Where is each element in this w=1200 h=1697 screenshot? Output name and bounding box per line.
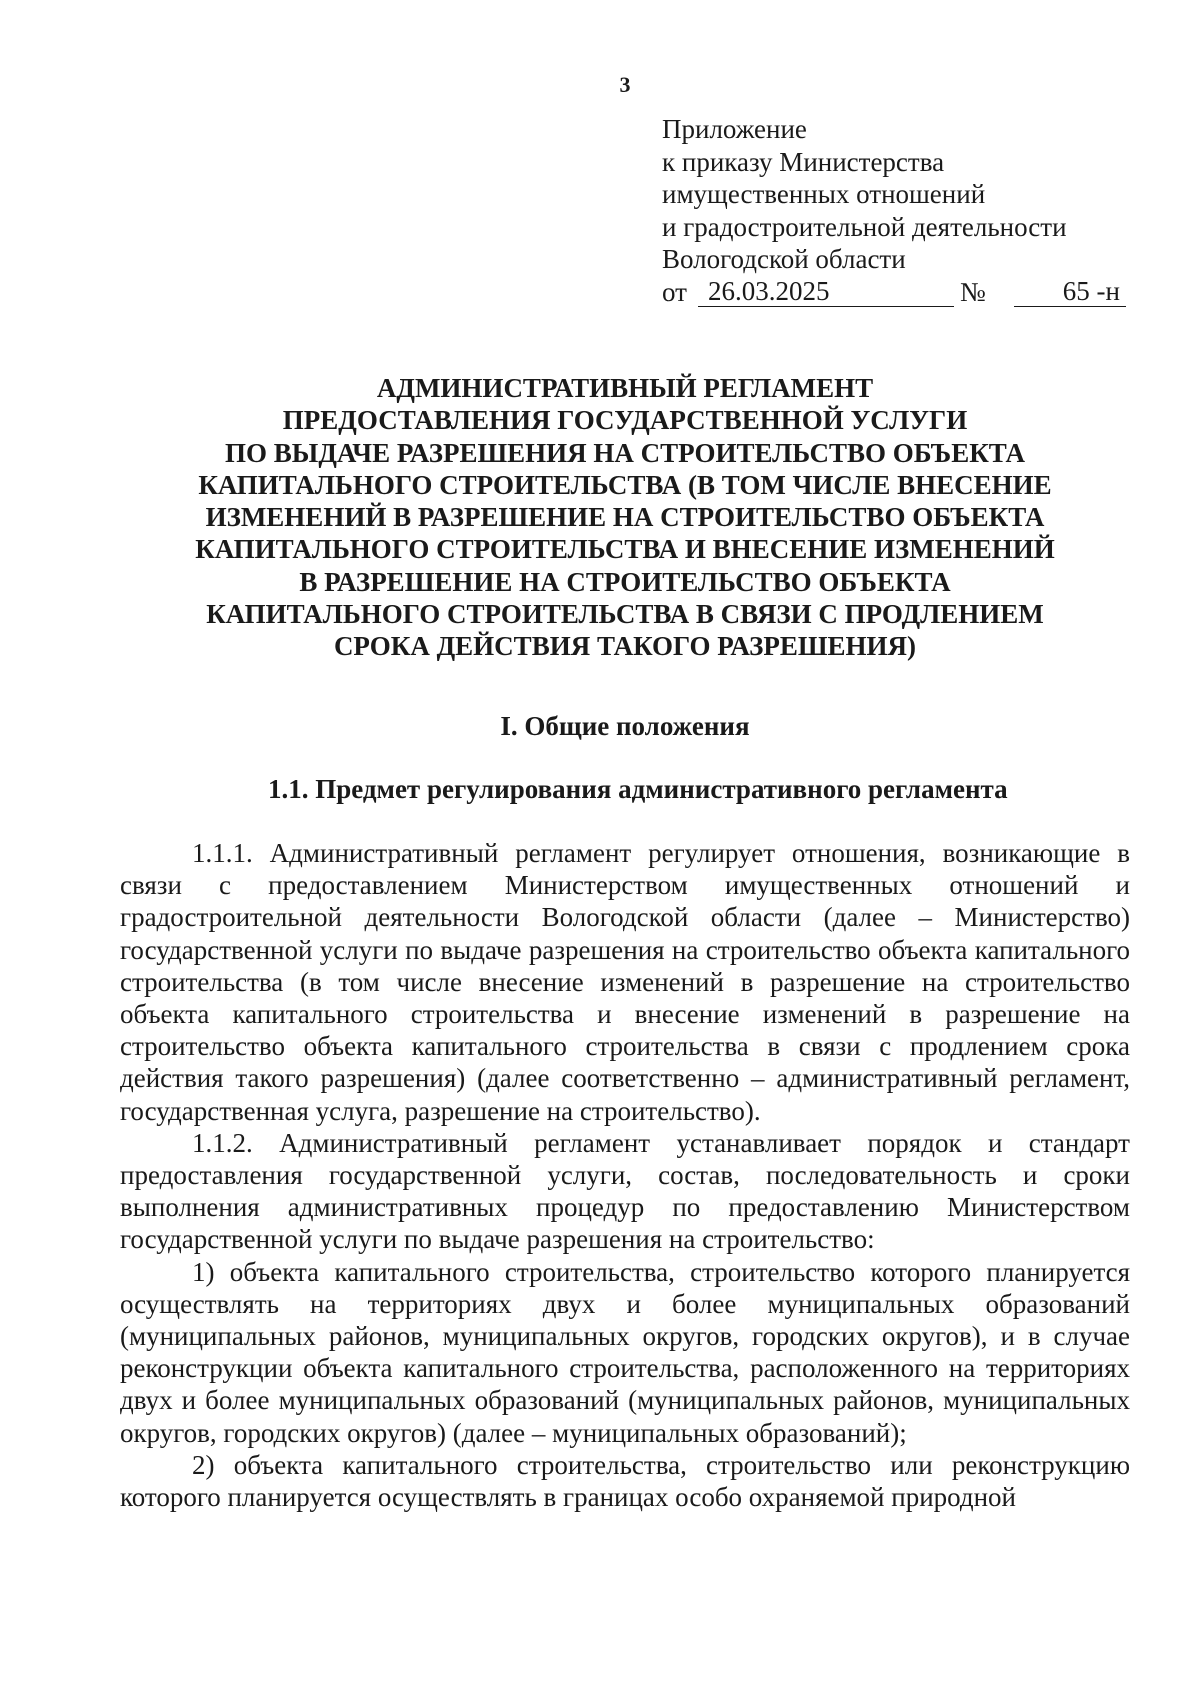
section-heading: I. Общие положения (500, 711, 750, 741)
title-line: КАПИТАЛЬНОГО СТРОИТЕЛЬСТВА В СВЯЗИ С ПРОДЛЕНИЕМ (206, 599, 1044, 630)
appendix-line: Вологодской области (662, 244, 906, 274)
document-title (120, 372, 1130, 663)
title-line: АДМИНИСТРАТИВНЫЙ РЕГЛАМЕНТ (376, 373, 874, 403)
order-number: 65 -н (1014, 276, 1126, 307)
title-line: КАПИТАЛЬНОГО СТРОИТЕЛЬСТВА (В ТОМ ЧИСЛЕ ВНЕСЕНИЕ (198, 469, 1052, 500)
page-number: 3 (619, 72, 631, 97)
appendix-line: Приложение (662, 114, 807, 144)
subsection-heading: 1.1. Предмет регулирования административного регламента (268, 774, 1008, 804)
document-body (120, 837, 1130, 1513)
order-details (662, 275, 1120, 308)
body-paragraph: 2) объекта капитального строительства, строительство или реконструкцию которого планируется осуществлять в границах особо охраняемой природной (120, 1449, 1130, 1513)
body-paragraph: 1.1.1. Административный регламент регулирует отношения, возникающие в связи с предоставлением Министерством имущественных отношений и градостроительной деятельности Вологодской области (далее – Министерство) государственной услуги по выдаче разрешения на строительство объекта капитального строительства (в том числе внесение изменений в разрешение на строительство объекта капитального строительства и внесение изменений в разрешение на строительство объекта капитального строительства в связи с продлением срока действия такого разрешения) (далее соответственно – административный регламент, государственная услуга, разрешение на строительство). (120, 838, 1130, 1126)
appendix-block (662, 113, 1120, 308)
appendix-line: и градостроительной деятельности (662, 211, 1067, 242)
title-line: СРОКА ДЕЙСТВИЯ ТАКОГО РАЗРЕШЕНИЯ) (333, 631, 917, 662)
appendix-line: имущественных отношений (662, 179, 986, 209)
title-line: В РАЗРЕШЕНИЕ НА СТРОИТЕЛЬСТВО ОБЪЕКТА (299, 566, 951, 597)
body-paragraph: 1) объекта капитального строительства, строительство которого планируется осуществлять на территориях двух и более муниципальных образований (муниципальных районов, муниципальных округов, городских округов), и в случае реконструкции объекта капитального строительства, расположенного на территориях двух и более муниципальных образований (муниципальных районов, муниципальных округов, городских округов) (далее – муниципальных образований); (120, 1256, 1130, 1448)
title-line: ПРЕДОСТАВЛЕНИЯ ГОСУДАРСТВЕННОЙ УСЛУГИ (282, 405, 968, 436)
appendix-line: к приказу Министерства (662, 146, 945, 177)
title-line: ПО ВЫДАЧЕ РАЗРЕШЕНИЯ НА СТРОИТЕЛЬСТВО ОБЪЕКТА (225, 437, 1025, 468)
order-number-label: № (960, 276, 986, 307)
title-line: КАПИТАЛЬНОГО СТРОИТЕЛЬСТВА И ВНЕСЕНИЕ ИЗМЕНЕНИЙ (195, 534, 1055, 565)
order-from-label: от (662, 276, 687, 307)
title-line: ИЗМЕНЕНИЙ В РАЗРЕШЕНИЕ НА СТРОИТЕЛЬСТВО ОБЪЕКТА (205, 502, 1045, 533)
order-date: 26.03.2025 (698, 276, 954, 307)
body-paragraph: 1.1.2. Административный регламент устанавливает порядок и стандарт предоставления государственной услуги, состав, последовательность и сроки выполнения административных процедур по предоставлению Министерством государственной услуги по выдаче разрешения на строительство: (120, 1127, 1130, 1255)
